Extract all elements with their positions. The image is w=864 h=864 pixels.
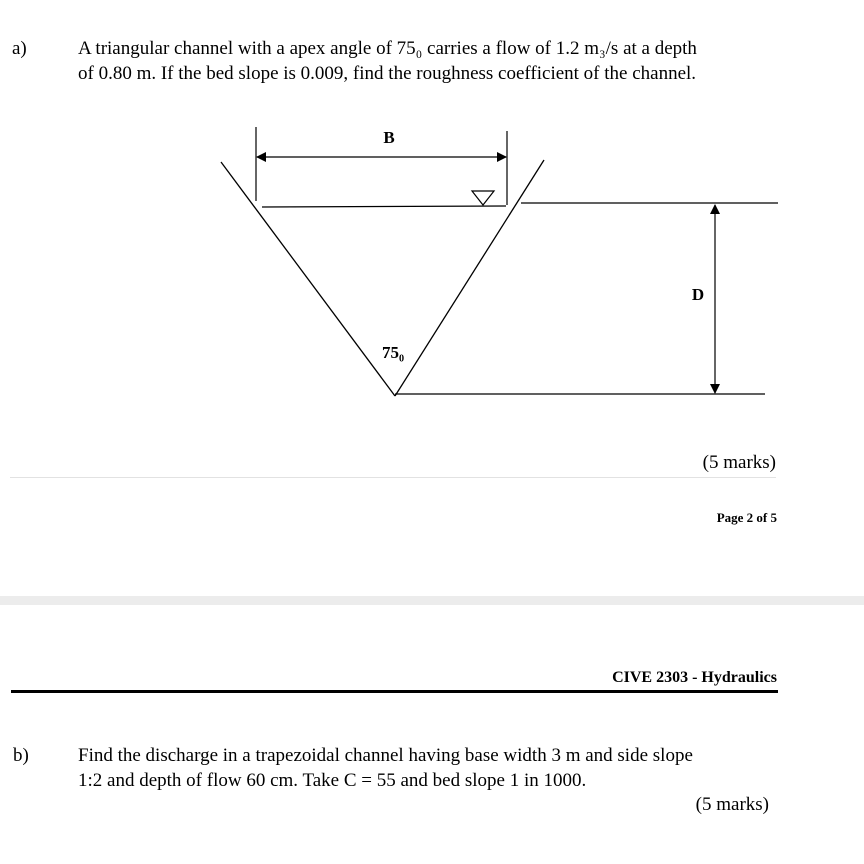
question-a-label: a) <box>12 38 27 59</box>
page-break-gap <box>0 596 864 605</box>
channel-right-side <box>395 160 544 396</box>
course-header: CIVE 2303 - Hydraulics <box>612 669 777 686</box>
width-label: B <box>383 128 395 147</box>
page-number: Page 2 of 5 <box>716 510 777 525</box>
question-b-label: b) <box>13 745 29 766</box>
question-a-line-2: of 0.80 m. If the bed slope is 0.009, find the roughness coefficient of the channel. <box>78 63 697 84</box>
channel-left-side <box>221 162 395 396</box>
water-surface-triangle-icon <box>472 191 494 205</box>
header-rule <box>11 690 778 693</box>
question-b-marks: (5 marks) <box>695 794 769 815</box>
water-surface-line <box>262 206 506 207</box>
question-a-line-1: A triangular channel with a apex angle of 75₀ carries a flow of 1.2 m₃/s at a depth <box>78 38 697 59</box>
question-b-line-2: 1:2 and depth of flow 60 cm. Take C = 55 and bed slope 1 in 1000. <box>78 770 587 791</box>
apex-angle-label: 75₀ <box>382 343 405 362</box>
page-bottom-divider <box>10 477 776 478</box>
question-a-marks: (5 marks) <box>702 452 776 473</box>
depth-label: D <box>691 285 705 304</box>
question-b-line-1: Find the discharge in a trapezoidal channel having base width 3 m and side slope <box>78 745 693 766</box>
